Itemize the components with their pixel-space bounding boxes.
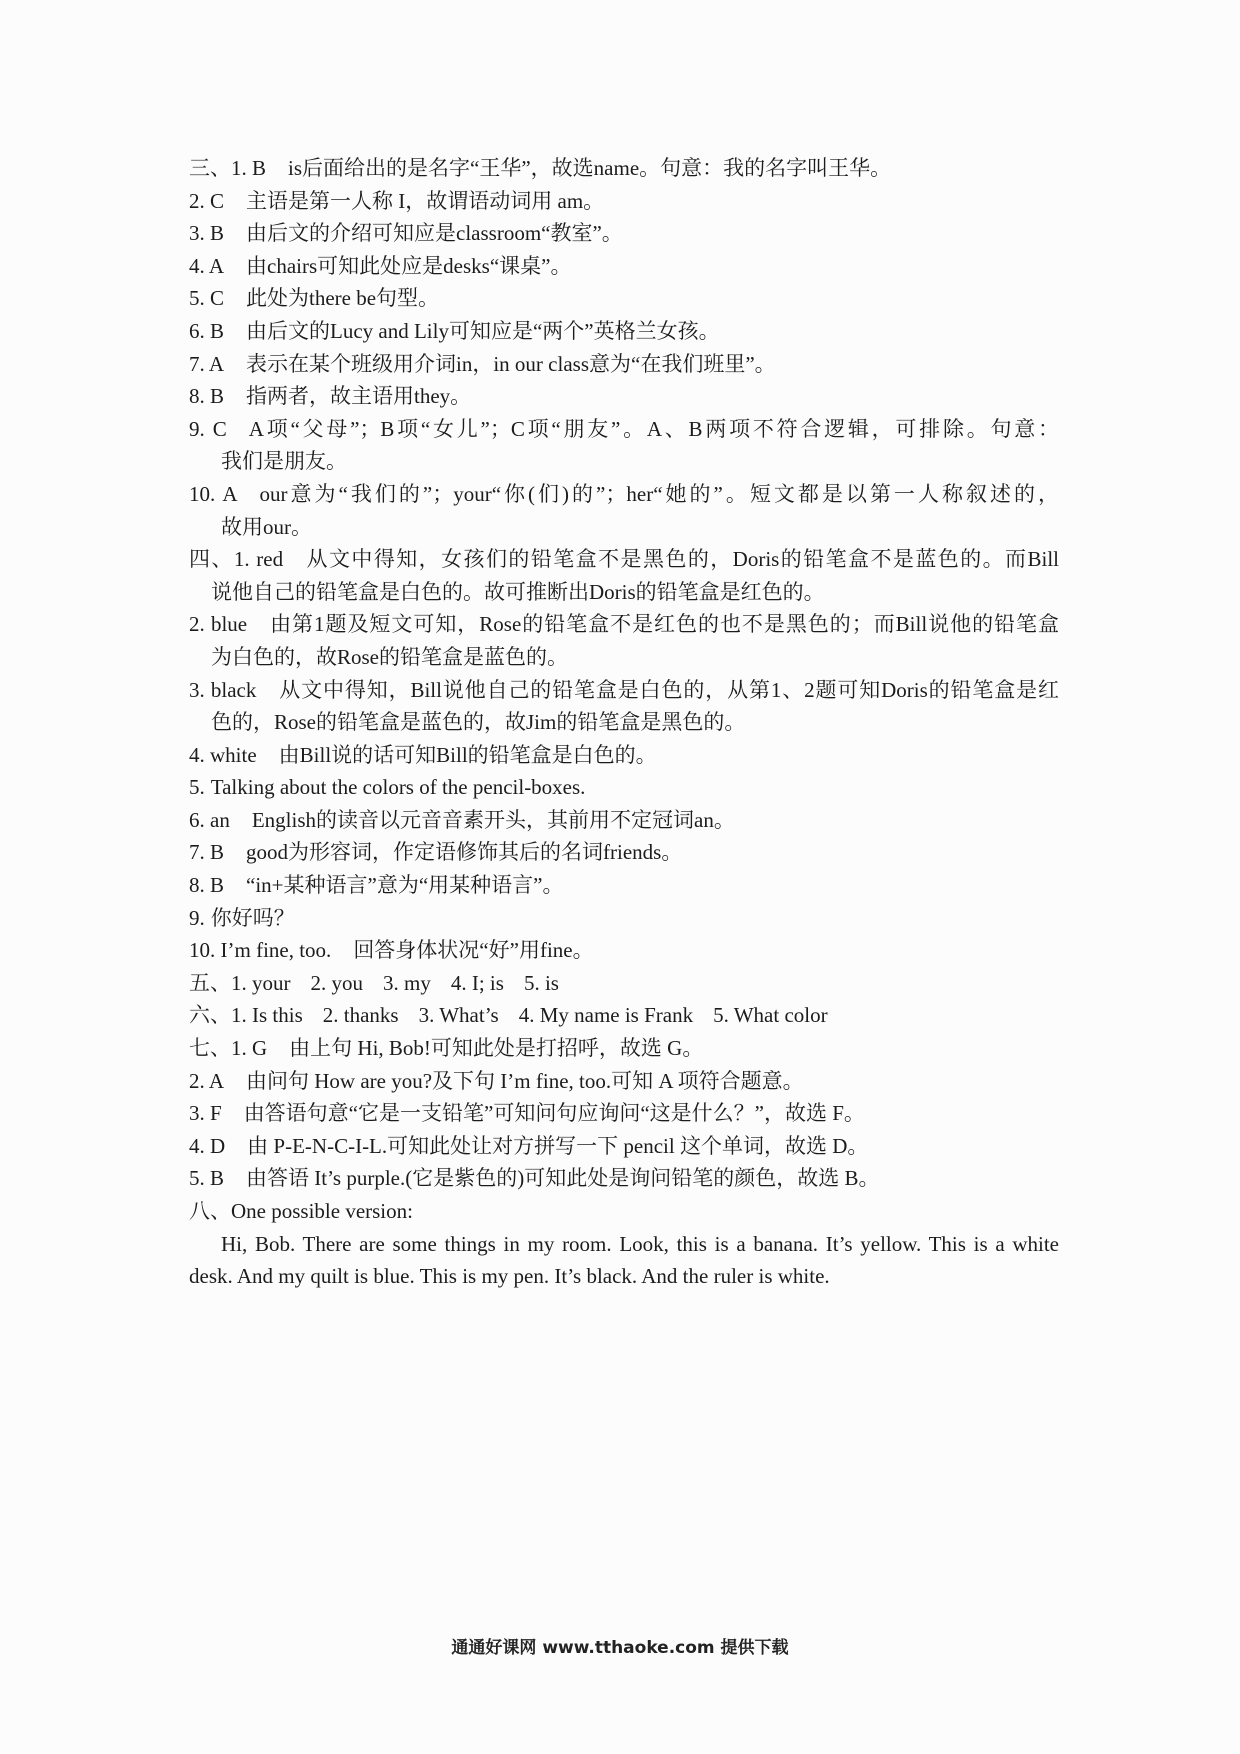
answer-key: 5. — [189, 775, 205, 800]
blank-answer: 1. Is this — [231, 1003, 303, 1028]
part-4-answer-3 — [189, 674, 1059, 707]
part-4-answer-8 — [189, 869, 1059, 902]
answer-key: 2. A — [189, 1068, 225, 1093]
answer-explanation: our意为“我们的”；your“你(们)的”；her“她的”。短文都是以第一人称叙述的， — [259, 481, 1059, 506]
blank-answer: 4. My name is Frank — [518, 1003, 694, 1028]
footer-text: 通通好课网 www.tthaoke.com 提供下载 — [451, 1638, 789, 1658]
answer-explanation-continued: 我们是朋友。 — [221, 449, 347, 474]
answer-explanation: 由问句 How are you?及下句 I’m fine, too.可知 A 项符合题意。 — [246, 1068, 804, 1093]
section-marker: 八、 — [189, 1199, 231, 1223]
footer-credit — [0, 1636, 1240, 1660]
part-3-answer-8 — [189, 380, 1059, 413]
part-3-answer-4 — [189, 250, 1059, 283]
part-7-answer-2 — [189, 1065, 1059, 1098]
answer-explanation: 从文中得知，Bill说他自己的铅笔盒是白色的，从第1、2题可知Doris的铅笔盒是红 — [278, 677, 1059, 702]
answer-explanation: 由第1题及短文可知，Rose的铅笔盒不是红色的也不是黑色的；而Bill说他的铅笔盒 — [269, 612, 1059, 637]
answer-key: 10. A — [189, 481, 238, 506]
answer-explanation: 回答身体状况“好”用fine。 — [353, 938, 594, 963]
part-8-essay-line-2 — [189, 1260, 1059, 1293]
part-7-answer-3 — [189, 1097, 1059, 1130]
part-4-answer-1 — [189, 543, 1059, 576]
answer-explanation: 由Bill说的话可知Bill的铅笔盒是白色的。 — [278, 742, 657, 767]
part-3-answer-2 — [189, 185, 1059, 218]
answer-explanation: 表示在某个班级用介词in，in our class意为“在我们班里”。 — [246, 351, 776, 376]
answer-explanation: 指两者，故主语用they。 — [246, 384, 472, 409]
essay-line: desk. And my quilt is blue. This is my pen. It’s black. And the ruler is white. — [189, 1264, 830, 1289]
part-4-answer-3-continued — [189, 706, 1059, 739]
answer-key: 9. C — [189, 416, 227, 441]
answer-key: 1. B — [231, 156, 267, 180]
part-4-answer-5 — [189, 771, 1059, 804]
answer-explanation-continued: 故用our。 — [221, 514, 312, 539]
answer-key: 6. B — [189, 318, 225, 343]
part-7-answer-5 — [189, 1162, 1059, 1195]
answer-explanation: 你好吗？ — [210, 905, 295, 930]
answer-explanation: 此处为there be句型。 — [246, 286, 440, 311]
answer-key: 3. B — [189, 221, 225, 246]
answer-key: 5. C — [189, 286, 225, 311]
answer-explanation: 由上句 Hi, Bob!可知此处是打招呼，故选 G。 — [289, 1036, 704, 1061]
answer-explanation: 由答语 It’s purple.(它是紫色的)可知此处是询问铅笔的颜色，故选 B。 — [246, 1166, 880, 1191]
answer-explanation-continued: 为白色的，故Rose的铅笔盒是蓝色的。 — [211, 644, 568, 669]
answer-key: 1. red — [233, 547, 284, 572]
part-3-answer-5 — [189, 282, 1059, 315]
part-3-answer-1 — [189, 152, 1059, 185]
answer-explanation: A项“父母”；B项“女儿”；C项“朋友”。A、B两项不符合逻辑，可排除。句意： — [248, 416, 1059, 441]
answer-explanation: 由后文的介绍可知应是classroom“教室”。 — [246, 221, 623, 246]
answer-key: 7. A — [189, 351, 225, 376]
answer-explanation: 由chairs可知此处应是desks“课桌”。 — [246, 253, 572, 278]
part-3-answer-10-continued — [189, 511, 1059, 544]
answer-explanation: 由答语句意“它是一支铅笔”可知问句应询问“这是什么？”，故选 F。 — [243, 1101, 865, 1126]
answer-key: 6. an — [189, 807, 230, 832]
blank-answer: 5. What color — [713, 1003, 828, 1028]
answer-key: 4. white — [189, 742, 257, 767]
section-marker: 五、 — [189, 970, 231, 995]
blank-answer: 3. my — [383, 970, 431, 995]
part-7-answer-1 — [189, 1032, 1059, 1065]
part-4-answer-2-continued — [189, 641, 1059, 674]
answer-explanation: 由后文的Lucy and Lily可知应是“两个”英格兰女孩。 — [246, 318, 720, 343]
answer-key: 10. I’m fine, too. — [189, 938, 332, 963]
part-4-answer-2 — [189, 608, 1059, 641]
answer-explanation-continued: 色的，Rose的铅笔盒是蓝色的，故Jim的铅笔盒是黑色的。 — [211, 710, 746, 735]
answer-explanation: 由 P-E-N-C-I-L.可知此处让对方拼写一下 pencil 这个单词，故选 D。 — [247, 1133, 869, 1158]
part-3-answer-10 — [189, 478, 1059, 511]
part-7-answer-4 — [189, 1130, 1059, 1163]
answer-explanation: is后面给出的是名字“王华”，故选name。句意：我的名字叫王华。 — [288, 156, 892, 180]
answer-explanation: good为形容词，作定语修饰其后的名词friends。 — [246, 840, 683, 865]
answer-explanation: 从文中得知，女孩们的铅笔盒不是黑色的，Doris的铅笔盒不是蓝色的。而Bill — [305, 547, 1059, 572]
answer-key: 8. B — [189, 873, 225, 898]
part-3-answer-6 — [189, 315, 1059, 348]
answer-key: 4. D — [189, 1133, 226, 1158]
answer-key: 7. B — [189, 840, 225, 865]
answer-explanation: Talking about the colors of the pencil-boxes. — [210, 775, 586, 800]
part-4-answer-10 — [189, 934, 1059, 967]
section-marker: 七、 — [189, 1036, 231, 1061]
answer-key: 1. G — [231, 1036, 268, 1061]
part-4-answer-4 — [189, 739, 1059, 772]
section-marker: 六、 — [189, 1003, 231, 1028]
part-3-answer-9 — [189, 413, 1059, 446]
answer-key-body — [189, 152, 1059, 1293]
blank-answer: 5. is — [523, 970, 559, 995]
part-4-answer-7 — [189, 836, 1059, 869]
blank-answer: 4. I; is — [450, 970, 504, 995]
blank-answer: 2. thanks — [322, 1003, 399, 1028]
answer-explanation: 主语是第一人称 I，故谓语动词用 am。 — [246, 188, 605, 213]
answer-key: 2. C — [189, 188, 225, 213]
answer-explanation: English的读音以元音音素开头，其前用不定冠词an。 — [251, 807, 735, 832]
part-6-answers — [189, 999, 1059, 1032]
part-3-answer-9-continued — [189, 445, 1059, 478]
part-4-answer-9 — [189, 902, 1059, 935]
part-5-answers — [189, 967, 1059, 1000]
answer-key: 8. B — [189, 384, 225, 409]
part-8-essay-line-1 — [189, 1228, 1059, 1261]
part-8-heading — [189, 1195, 1059, 1228]
blank-answer: 2. you — [310, 970, 363, 995]
section-marker: 三、 — [189, 156, 231, 180]
answer-key: 4. A — [189, 253, 225, 278]
blank-answer: 1. your — [231, 970, 291, 995]
answer-explanation-continued: 说他自己的铅笔盒是白色的。故可推断出Doris的铅笔盒是红色的。 — [211, 579, 825, 604]
part-4-answer-6 — [189, 804, 1059, 837]
answer-key: 3. black — [189, 677, 257, 702]
answer-key: 2. blue — [189, 612, 248, 637]
answer-key: 5. B — [189, 1166, 225, 1191]
answer-explanation: “in+某种语言”意为“用某种语言”。 — [246, 873, 564, 898]
section-marker: 四、 — [189, 547, 234, 572]
blank-answer: 3. What’s — [418, 1003, 499, 1028]
part-4-answer-1-continued — [189, 576, 1059, 609]
answer-key: 3. F — [189, 1101, 222, 1126]
section-heading: One possible version: — [231, 1199, 413, 1223]
part-3-answer-3 — [189, 217, 1059, 250]
answer-key: 9. — [189, 905, 205, 930]
essay-line: Hi, Bob. There are some things in my room. Look, this is a banana. It’s yellow. This is a white — [221, 1231, 1059, 1256]
part-3-answer-7 — [189, 348, 1059, 381]
